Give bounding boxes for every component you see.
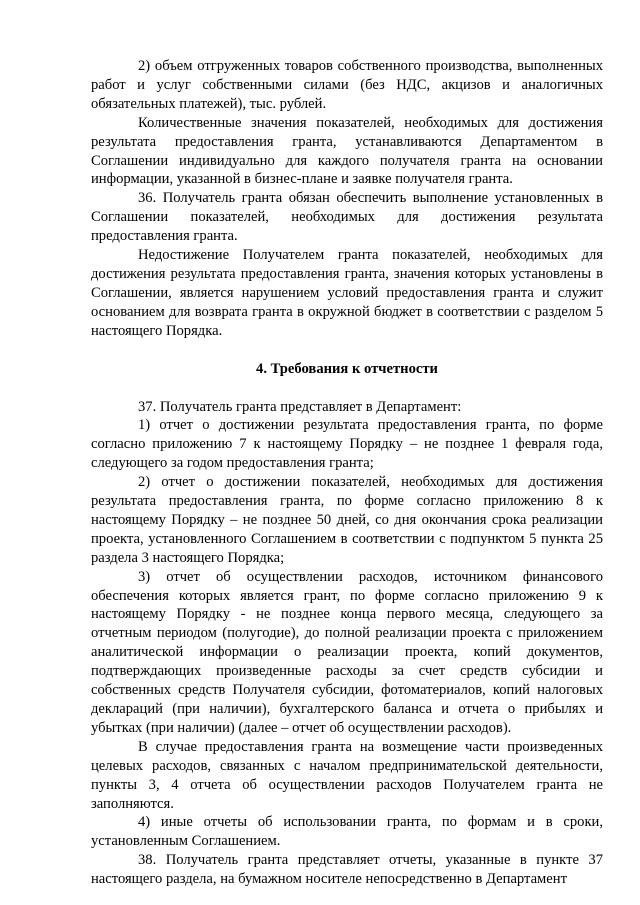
paragraph-clause-36: 36. Получатель гранта обязан обеспечить выполнение установленных в Соглашении показателей, необходимых для достижения результата предоставления гранта. — [91, 190, 603, 245]
paragraph-report-4: 4) иные отчеты об использовании гранта, по формам и в сроки, установленным Соглашением. — [91, 814, 603, 850]
paragraph-report-2: 2) отчет о достижении показателей, необходимых для достижения результата предоставления гранта, по форме согласно приложению 8 к настоящему Порядку – не позднее 50 дней, со дня окончания срока реализации проекта, установленного Соглашением в соответствии с подпунктом 5 пункта 25 раздела 3 настоящего Порядка; — [91, 474, 603, 566]
paragraph-report-1: 1) отчет о достижении результата предоставления гранта, по форме согласно приложению 7 к настоящему Порядку – не позднее 1 февраля года, следующего за годом предоставления гранта; — [91, 417, 603, 472]
paragraph-item-2-shipped-goods: 2) объем отгруженных товаров собственного производства, выполненных работ и услуг собственными силами (без НДС, акцизов и аналогичных обязательных платежей), тыс. рублей. — [91, 58, 603, 112]
document-body — [91, 57, 603, 889]
paragraph-non-achievement: Недостижение Получателем гранта показателей, необходимых для достижения результата предоставления гранта, значения которых установлены в Соглашении, является нарушением условий предоставления гранта и служит основанием для возврата гранта в окружной бюджет в соответствии с разделом 5 настоящего Порядка. — [91, 247, 603, 339]
section-heading: 4. Требования к отчетности — [256, 360, 438, 377]
paragraph-reimbursement-case: В случае предоставления гранта на возмещение части произведенных целевых расходов, связанных с началом предпринимательской деятельности, пункты 3, 4 отчета об осуществлении расходов Получателем гранта не заполняются. — [91, 738, 603, 812]
paragraph-clause-37: 37. Получатель гранта представляет в Департамент: — [138, 398, 462, 415]
paragraph-report-3: 3) отчет об осуществлении расходов, источником финансового обеспечения которых является грант, по форме согласно приложению 9 к настоящему Порядку - не позднее конца первого месяца, следующего за отчетным периодом (полугодие), до полной реализации проекта с приложением аналитической информации о реализации проекта, копий документов, подтверждающих произведенные расходы за счет средств субсидии и собственных средств Получателя субсидии, фотоматериалов, копий налоговых деклараций (при наличии), бухгалтерского баланса и отчета о прибылях и убытках (при наличии) (далее – отчет об осуществлении расходов). — [91, 568, 603, 736]
paragraph-indicator-values: Количественные значения показателей, необходимых для достижения результата предоставления гранта, устанавливаются Департаментом в Соглашении индивидуально для каждого получателя гранта на основании информации, указанной в бизнес-плане и заявке получателя гранта. — [91, 114, 603, 188]
paragraph-clause-38: 38. Получатель гранта представляет отчеты, указанные в пункте 37 настоящего раздела, на бумажном носителе непосредственно в Департамент — [91, 852, 603, 888]
